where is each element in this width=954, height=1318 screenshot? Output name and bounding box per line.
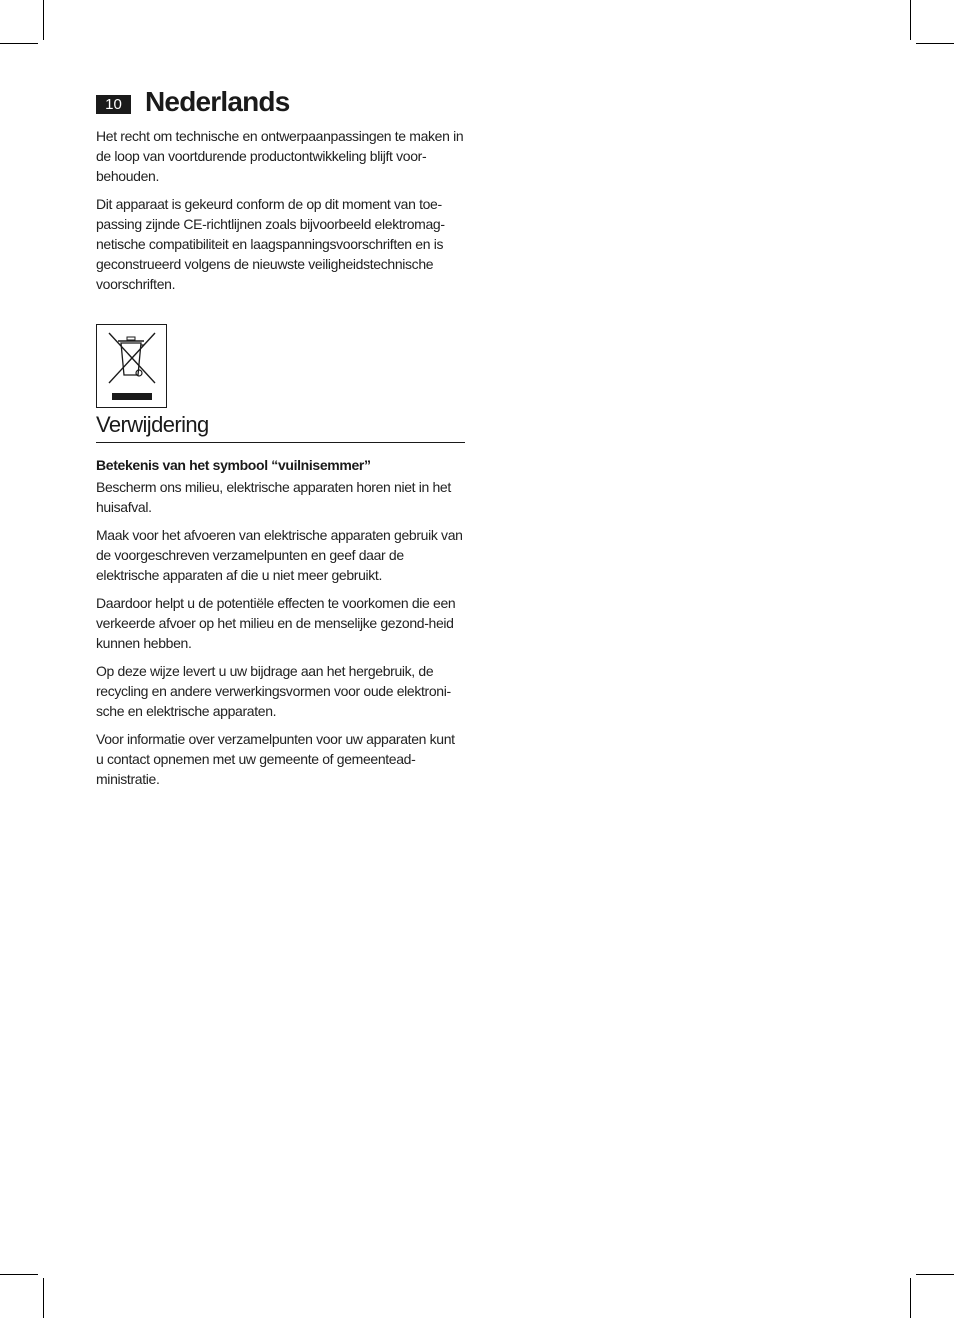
crossed-out-wheelie-bin-icon (97, 325, 165, 406)
section-title: Verwijdering (96, 412, 465, 443)
page-number: 10 (96, 95, 131, 114)
disposal-paragraph: Bescherm ons milieu, elektrische apparaten horen niet in het huisafval. (96, 479, 451, 515)
disposal-paragraph: Maak voor het afvoeren van elektrische apparaten gebruik van de voorgeschreven verzamelpunten en geef daar de elektrische apparaten af die u niet meer gebruikt. (96, 527, 463, 583)
page-title: Nederlands (145, 86, 290, 117)
intro-paragraph: Dit apparaat is gekeurd conform de op dit moment van toe-passing zijnde CE-richtlijnen zoals bijvoorbeeld elektromag-netische compatibiliteit en laagspanningsvoorschriften en is geconstrueerd volgens de nieuwste veiligheidstechnische voorschriften. (96, 196, 445, 292)
crop-mark (916, 1274, 954, 1275)
crop-mark (910, 1278, 911, 1318)
crop-mark (910, 0, 911, 40)
crop-mark (43, 1278, 44, 1318)
disposal-paragraph: Voor informatie over verzamelpunten voor uw apparaten kunt u contact opnemen met uw gemeente of gemeentead-ministratie. (96, 731, 455, 787)
subheading: Betekenis van het symbool “vuilnisemmer” (96, 457, 371, 473)
crop-mark (916, 43, 954, 44)
crop-mark (43, 0, 44, 40)
disposal-paragraph: Op deze wijze levert u uw bijdrage aan het hergebruik, de recycling en andere verwerkingsvormen voor oude elektroni-sche en elektrische apparaten. (96, 663, 451, 719)
disposal-paragraph: Daardoor helpt u de potentiële effecten te voorkomen die een verkeerde afvoer op het milieu en de menselijke gezond-heid kunnen hebben. (96, 595, 456, 651)
page-header (96, 86, 290, 118)
crop-mark (0, 43, 38, 44)
crop-mark (0, 1274, 38, 1275)
content-column (96, 126, 465, 797)
weee-symbol-box (96, 324, 167, 408)
intro-paragraph: Het recht om technische en ontwerpaanpassingen te maken in de loop van voortdurende productontwikkeling blijft voor-behouden. (96, 128, 464, 184)
